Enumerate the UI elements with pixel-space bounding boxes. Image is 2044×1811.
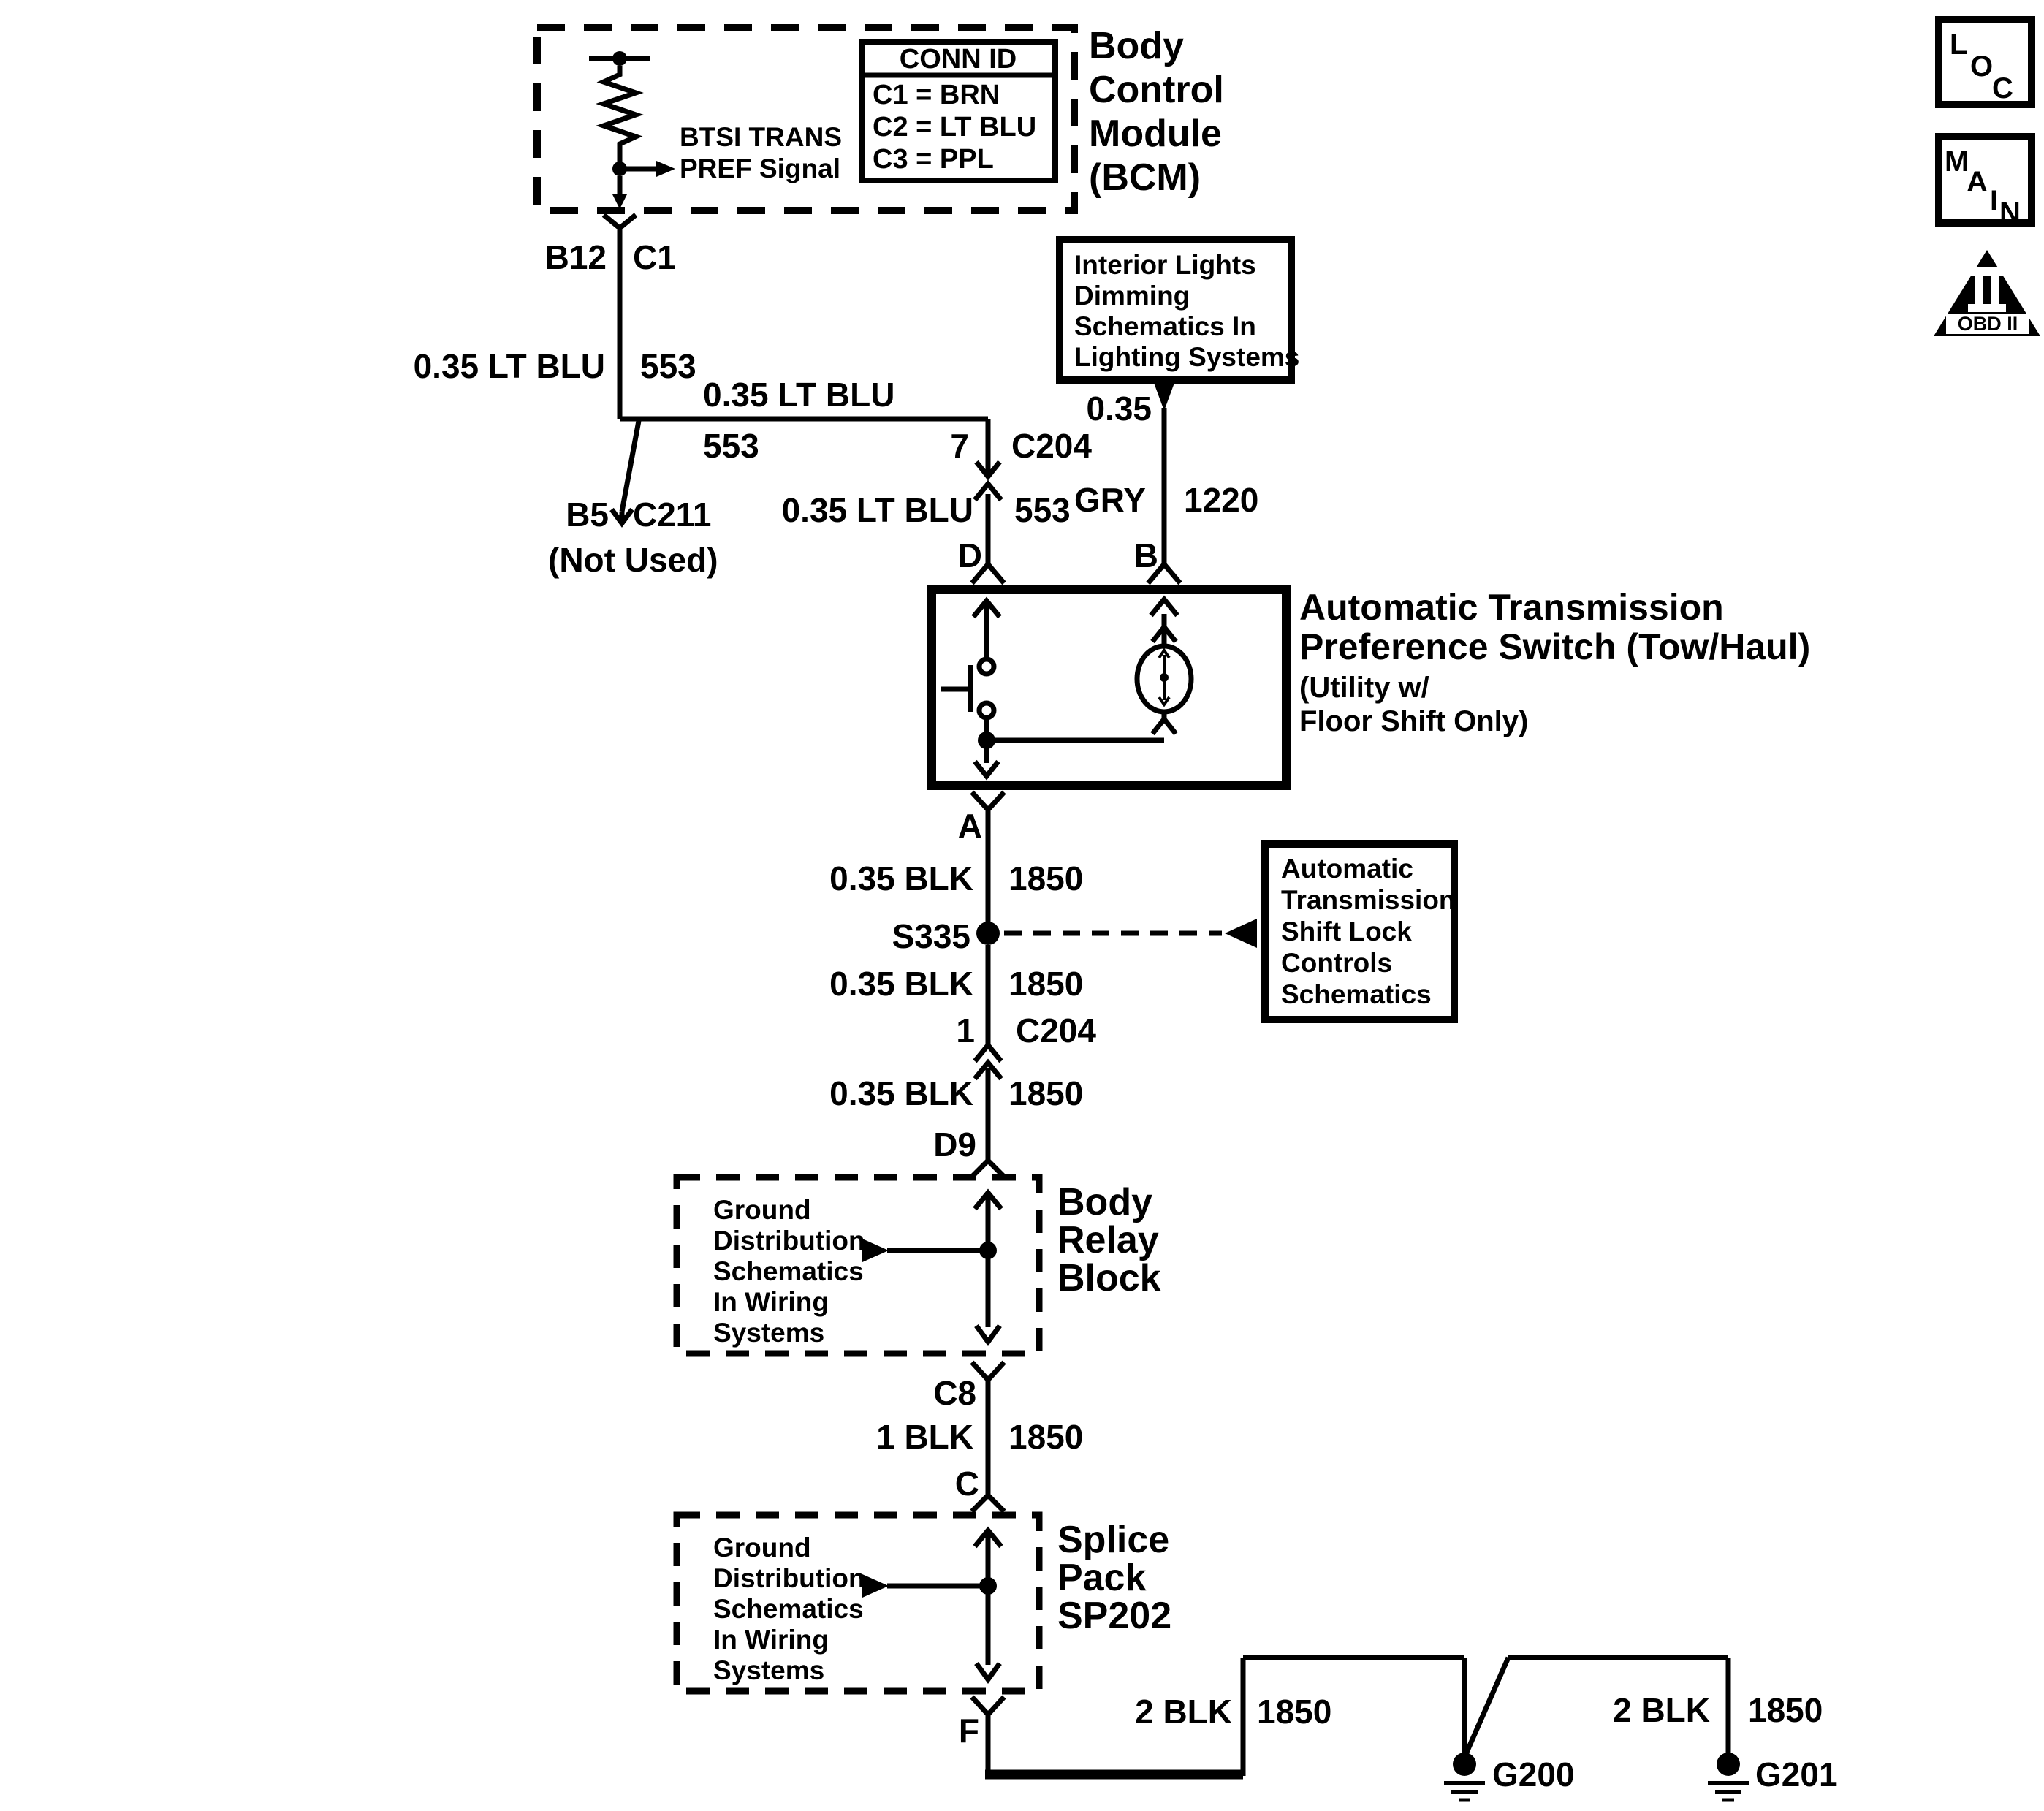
ref-line: Interior Lights	[1074, 250, 1256, 280]
signal-arrow-icon	[620, 161, 675, 177]
bcm-title-line: Body	[1089, 25, 1184, 67]
pin-7: 7	[950, 427, 969, 465]
wire-color: GRY	[1074, 481, 1146, 519]
preference-switch-box	[932, 587, 1810, 786]
switch-title-line: Preference Switch (Tow/Haul)	[1299, 626, 1811, 667]
pin-d9: D9	[933, 1125, 976, 1163]
loc-icon	[1939, 20, 2032, 105]
pin-a: A	[957, 807, 982, 845]
connector-c204: C204	[1011, 427, 1092, 465]
ground-icon	[1444, 1753, 1485, 1800]
obd2-icon	[1934, 250, 2040, 336]
splice-id: S335	[892, 917, 970, 955]
connector-a	[958, 792, 1004, 845]
wire-label: 0.35 BLK	[829, 965, 973, 1003]
btsi-signal-label: PREF Signal	[680, 153, 840, 183]
connector-f	[959, 1697, 1004, 1750]
ground-id-g201: G201	[1755, 1755, 1838, 1793]
splice-pack-title-line: Splice	[1057, 1519, 1170, 1561]
conn-id-row: C1 = BRN	[873, 80, 1000, 110]
bcm-title-line: Module	[1089, 113, 1222, 155]
ref-line: In Wiring	[713, 1287, 829, 1317]
ref-line: Shift Lock	[1281, 916, 1412, 946]
through-wire-icon	[862, 1193, 1001, 1342]
relay-block-title-line: Relay	[1057, 1219, 1159, 1261]
conn-id-row: C3 = PPL	[873, 144, 994, 175]
wire-1850-c	[829, 1068, 1083, 1177]
bcm-box	[537, 25, 1224, 210]
pin-d: D	[957, 536, 982, 574]
circuit-number: 1850	[1257, 1693, 1332, 1731]
wire-label: 0.35 LT BLU	[413, 347, 605, 385]
wire-1220	[1074, 383, 1258, 583]
connector-b5-c211	[548, 421, 718, 579]
circuit-number: 553	[703, 427, 759, 465]
ref-arrow-icon	[862, 1574, 889, 1598]
ref-line: Distribution	[713, 1563, 865, 1593]
wire-553-d	[782, 491, 1071, 583]
connector-c204-inline-icon	[975, 419, 1001, 500]
connector-c204: C204	[1016, 1011, 1096, 1049]
interior-lights-box	[1060, 240, 1299, 380]
wire-553-branch	[620, 376, 1092, 465]
wire-gauge: 0.35	[1086, 390, 1152, 428]
ref-arrow-icon	[1225, 919, 1257, 948]
wire-1850-a	[829, 810, 1083, 923]
wire-label: 0.35 LT BLU	[781, 491, 973, 529]
wire-1850-g200	[985, 1658, 1575, 1800]
ref-line: Schematics	[713, 1256, 864, 1286]
conn-id-header: CONN ID	[899, 44, 1017, 75]
resistor-icon	[589, 51, 650, 176]
not-used-note: (Not Used)	[548, 541, 718, 579]
ref-line: Systems	[713, 1655, 825, 1685]
circuit-number: 553	[640, 347, 696, 385]
circuit-number: 1850	[1748, 1691, 1823, 1729]
splice-pack-box	[677, 1515, 1171, 1691]
circuit-number: 1850	[1008, 965, 1084, 1003]
through-wire-icon	[862, 1530, 1001, 1679]
bcm-title-line: (BCM)	[1089, 156, 1201, 199]
switch-contact-icon	[941, 601, 1000, 776]
down-arrow-icon	[612, 176, 627, 209]
ref-line: Systems	[713, 1318, 825, 1348]
splice-s335	[892, 917, 1257, 955]
conn-id-row: C2 = LT BLU	[873, 112, 1037, 143]
ref-line: Lighting Systems	[1074, 342, 1300, 372]
relay-block-title-line: Block	[1057, 1257, 1161, 1299]
pin-c8: C8	[933, 1374, 976, 1412]
connector-b12-c1	[545, 215, 676, 276]
ref-line: Distribution	[713, 1226, 865, 1256]
connector-c8	[933, 1362, 1004, 1412]
pin-b12: B12	[544, 238, 607, 276]
btsi-signal-label: BTSI TRANS	[680, 122, 842, 152]
wire-label: 2 BLK	[1613, 1691, 1710, 1729]
splice-pack-title-line: Pack	[1057, 1557, 1147, 1599]
switch-subtitle-line: Floor Shift Only)	[1299, 705, 1529, 737]
wire-1850-d	[876, 1380, 1083, 1511]
wire-1850-b	[829, 945, 1096, 1079]
lamp-icon	[1137, 599, 1191, 734]
bcm-title-line: Control	[1089, 69, 1224, 111]
shift-lock-box	[1265, 844, 1456, 1020]
circuit-number: 1850	[1008, 1418, 1084, 1456]
ref-arrow-icon	[862, 1239, 889, 1262]
pin-f: F	[958, 1712, 979, 1750]
conn-id-table	[862, 42, 1055, 181]
circuit-number: 1850	[1008, 1074, 1084, 1112]
loc-letter-o: O	[1970, 50, 1994, 83]
loc-letter-c: C	[1992, 72, 2013, 105]
switch-title-line: Automatic Transmission	[1299, 587, 1724, 628]
splice-dot-icon	[976, 922, 1000, 945]
down-arrow-icon	[1154, 383, 1174, 411]
ground-icon	[1708, 1753, 1749, 1800]
ref-line: Schematics	[713, 1594, 864, 1624]
main-letter-i: I	[1990, 185, 1999, 217]
switch-subtitle-line: (Utility w/	[1299, 672, 1429, 704]
ref-line: Schematics	[1281, 979, 1432, 1009]
splice-pack-title-line: SP202	[1057, 1595, 1172, 1637]
ref-line: Transmission	[1281, 885, 1456, 915]
pin-1: 1	[956, 1011, 975, 1049]
ref-line: Ground	[713, 1533, 811, 1563]
main-letter-m: M	[1945, 145, 1969, 178]
main-letter-n: N	[1999, 197, 2021, 229]
wire-label: 1 BLK	[876, 1418, 973, 1456]
relay-block-title-line: Body	[1057, 1181, 1152, 1223]
ref-line: Ground	[713, 1195, 811, 1225]
ref-line: Schematics In	[1074, 311, 1256, 341]
obd2-label: OBD II	[1957, 313, 2018, 335]
pin-b5: B5	[566, 496, 609, 534]
circuit-number: 553	[1014, 491, 1071, 529]
circuit-number: 1850	[1008, 859, 1084, 897]
main-letter-a: A	[1967, 166, 1988, 198]
pin-b: B	[1133, 536, 1158, 574]
circuit-number: 1220	[1184, 481, 1259, 519]
cavity-c1: C1	[633, 238, 676, 276]
pin-c: C	[954, 1465, 979, 1503]
loc-letter-l: L	[1950, 29, 1968, 61]
body-relay-block-box	[677, 1177, 1161, 1353]
ground-id-g200: G200	[1492, 1755, 1575, 1793]
wire-label: 0.35 LT BLU	[703, 376, 895, 414]
main-icon	[1939, 137, 2032, 229]
wire-label: 2 BLK	[1135, 1693, 1232, 1731]
ref-line: In Wiring	[713, 1625, 829, 1655]
wire-label: 0.35 BLK	[829, 859, 973, 897]
ref-line: Dimming	[1074, 281, 1190, 311]
ref-line: Controls	[1281, 948, 1393, 978]
ref-line: Automatic	[1281, 854, 1413, 884]
wire-label: 0.35 BLK	[829, 1074, 973, 1112]
connector-c211: C211	[633, 496, 712, 534]
